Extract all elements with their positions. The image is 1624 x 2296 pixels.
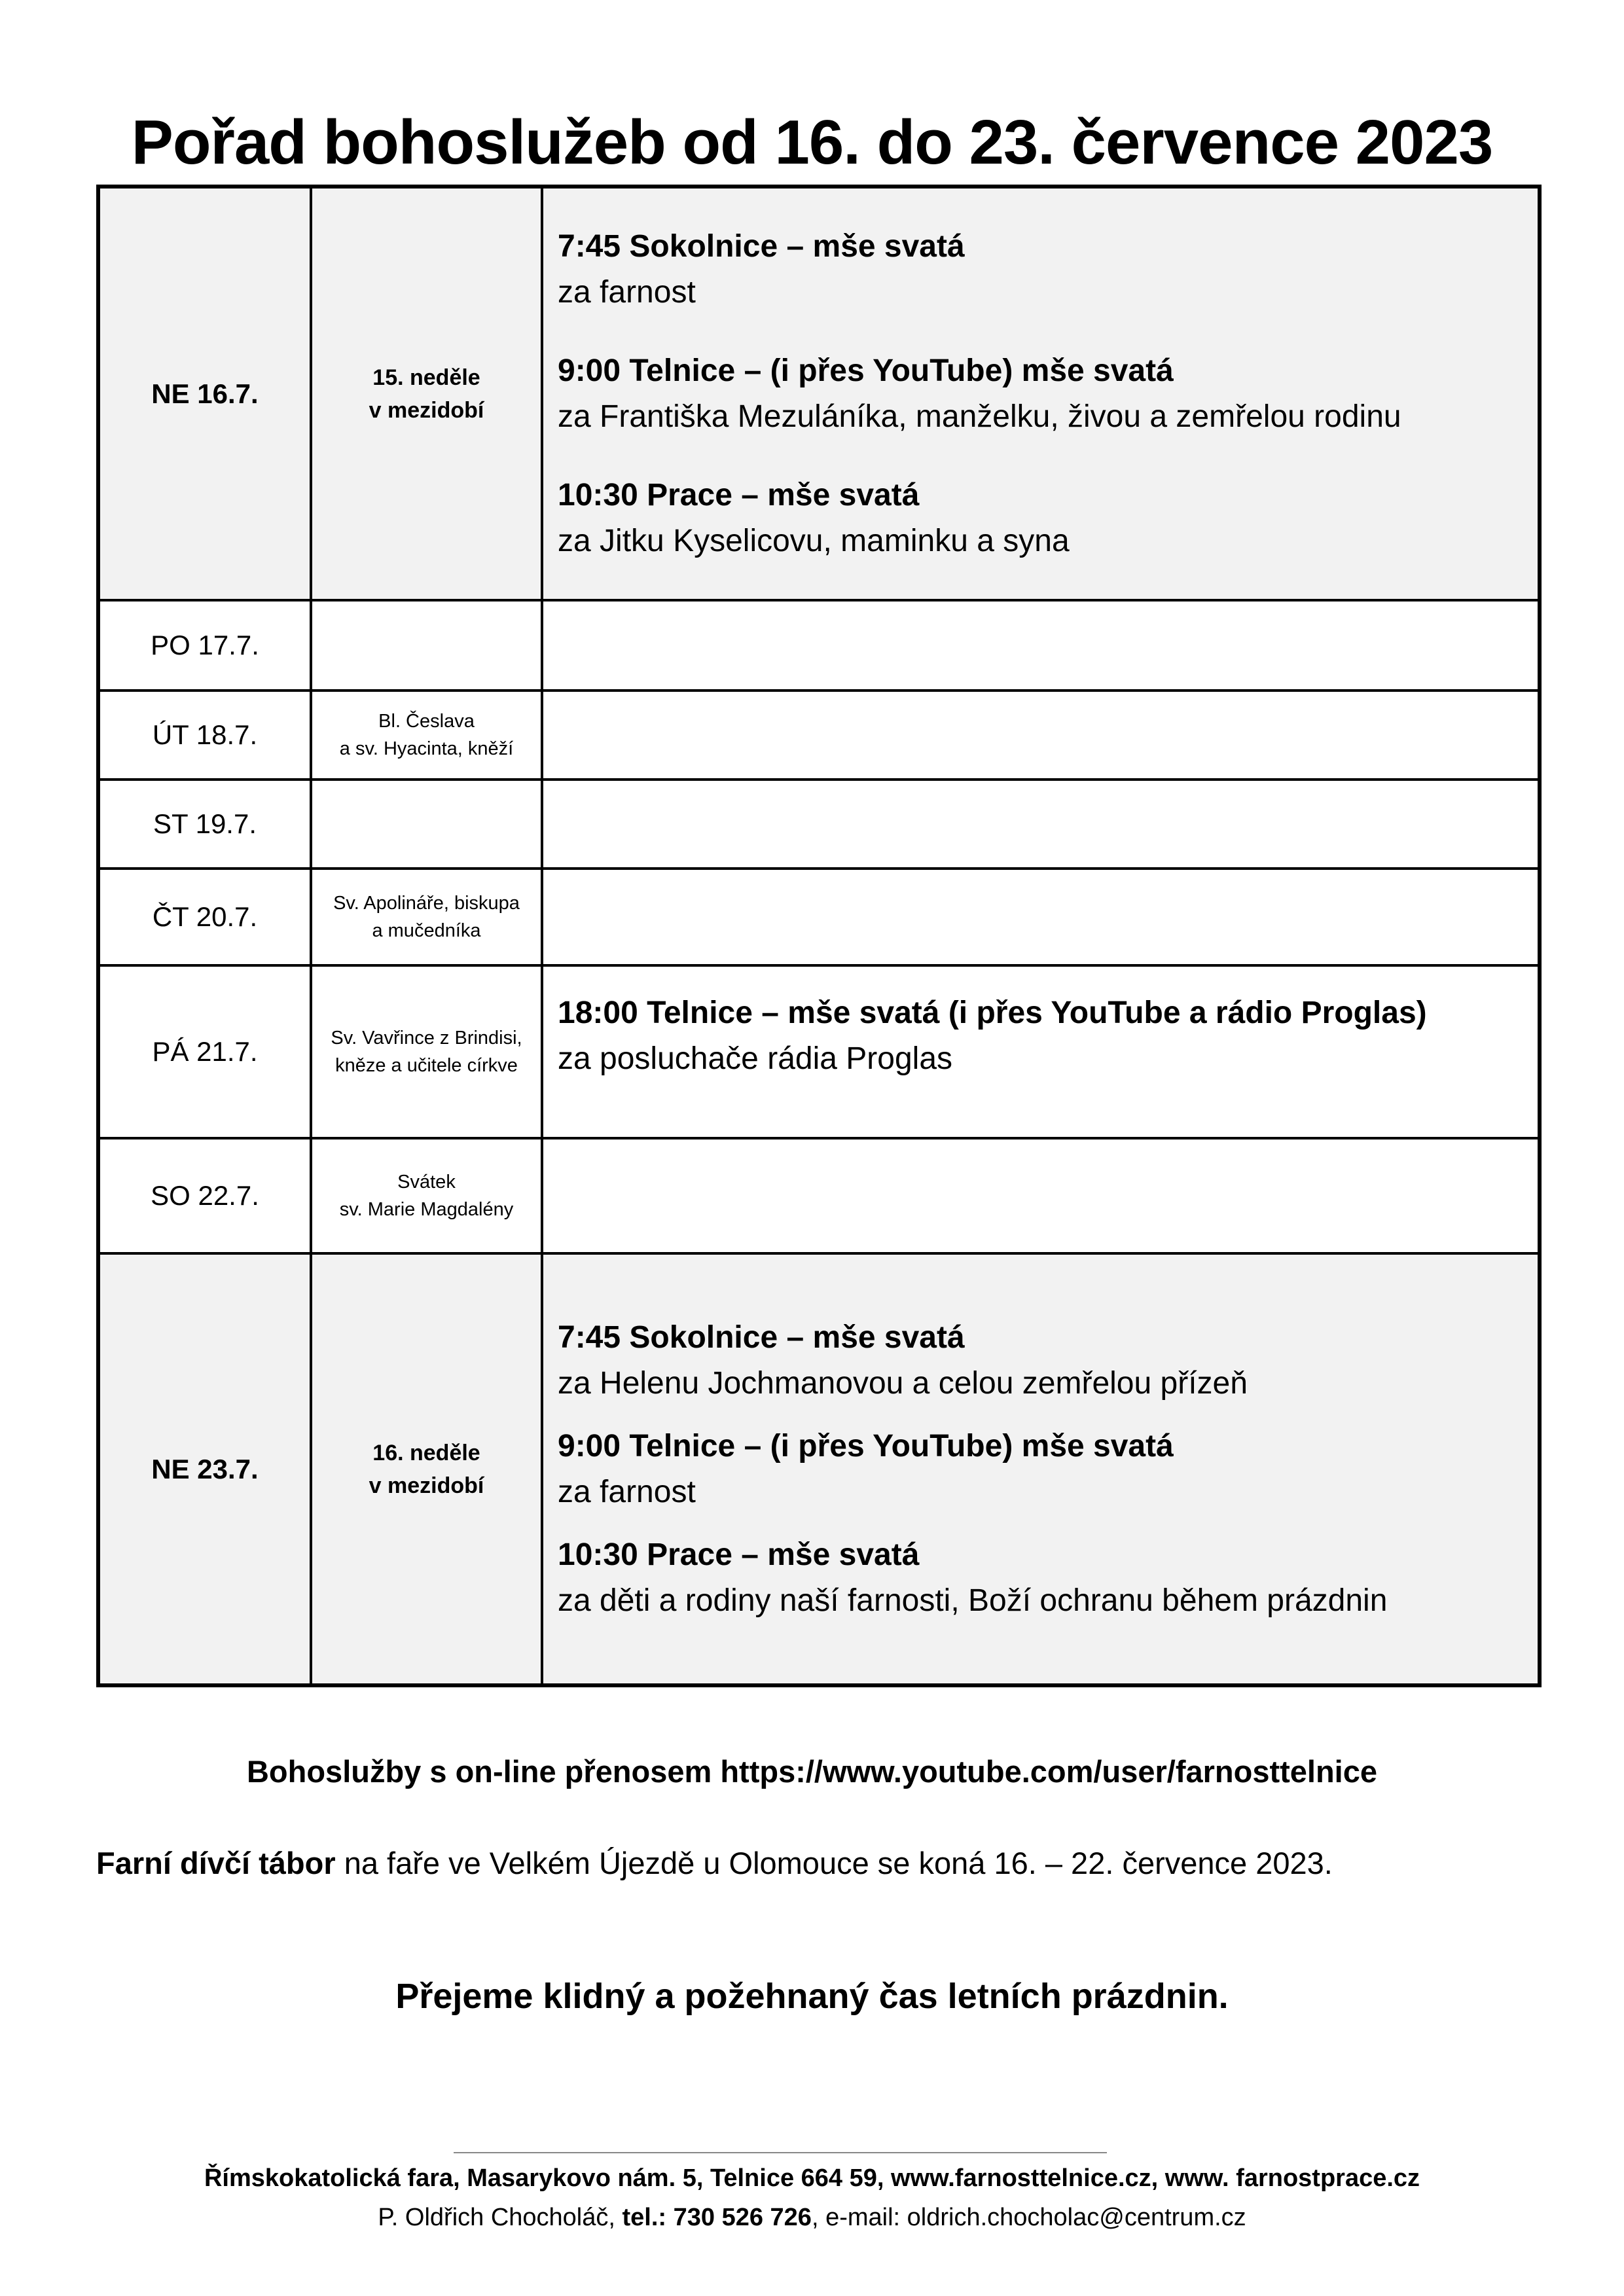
footer-address: Římskokatolická fara, Masarykovo nám. 5, Telnice 664 59, www.farnosttelnice.cz, www. farnostprace.cz	[204, 2164, 1420, 2192]
services-cell	[542, 187, 1540, 600]
service-time: 9:00 Telnice – (i přes YouTube) mše svatá	[558, 353, 1174, 388]
feast-line: Sv. Vavřince z Brindisi,	[331, 1028, 522, 1049]
page-title: Pořad bohoslužeb od 16. do 23. července 2023	[131, 107, 1493, 177]
schedule-row-saturday	[98, 1138, 1540, 1253]
service-entry	[558, 990, 1523, 1082]
service-time: 18:00 Telnice – mše svatá (i přes YouTube a rádio Proglas)	[558, 996, 1427, 1030]
services-cell	[542, 691, 1540, 780]
schedule-row-wednesday	[98, 780, 1540, 869]
services-cell	[542, 869, 1540, 965]
feast-line: sv. Marie Magdalény	[339, 1199, 514, 1220]
services-cell	[542, 1253, 1540, 1685]
service-entry	[558, 1532, 1523, 1624]
services-cell	[542, 965, 1540, 1138]
feast-cell	[311, 965, 542, 1138]
day-cell: PÁ 21.7.	[98, 965, 311, 1138]
schedule-row-monday	[98, 600, 1540, 691]
footer-tel: 730 526 726	[666, 2204, 812, 2231]
feast-cell	[311, 1253, 542, 1685]
footer-tel-label: tel.:	[622, 2204, 667, 2231]
footer-priest: P. Oldřich Chocholáč,	[378, 2204, 623, 2231]
feast-line: a mučedníka	[372, 920, 481, 941]
feast-line: kněze a učitele církve	[335, 1055, 518, 1076]
feast-line: 16. neděle	[372, 1440, 480, 1465]
summer-wish: Přejeme klidný a požehnaný čas letních prázdnin.	[395, 1977, 1229, 2016]
service-intention: za farnost	[558, 1474, 696, 1509]
feast-cell	[311, 187, 542, 600]
day-cell: NE 16.7.	[98, 187, 311, 600]
service-entry	[558, 348, 1523, 440]
day-cell: SO 22.7.	[98, 1138, 311, 1253]
feast-line: v mezidobí	[369, 1473, 484, 1498]
feast-cell	[311, 1138, 542, 1253]
services-cell	[542, 600, 1540, 691]
service-entry	[558, 1424, 1523, 1515]
service-intention: za Helenu Jochmanovou a celou zemřelou přízeň	[558, 1365, 1248, 1401]
service-time: 9:00 Telnice – (i přes YouTube) mše svatá	[558, 1428, 1174, 1463]
feast-line: v mezidobí	[369, 397, 484, 423]
service-entry	[558, 1315, 1523, 1407]
footer-divider	[454, 2152, 1107, 2153]
service-intention: za Jitku Kyselicovu, maminku a syna	[558, 523, 1070, 558]
feast-line: Sv. Apolináře, biskupa	[333, 893, 520, 914]
online-stream-note: Bohoslužby s on-line přenosem https://www.youtube.com/user/farnosttelnice	[246, 1754, 1378, 1789]
service-entry	[558, 473, 1523, 564]
schedule-row-sunday-23	[98, 1253, 1540, 1685]
feast-line: a sv. Hyacinta, kněží	[339, 738, 514, 759]
service-time: 10:30 Prace – mše svatá	[558, 1537, 920, 1572]
service-intention: za děti a rodiny naší farnosti, Boží ochranu během prázdnin	[558, 1583, 1388, 1618]
feast-line: 15. neděle	[372, 365, 480, 390]
service-time: 7:45 Sokolnice – mše svatá	[558, 1319, 965, 1355]
service-entry	[558, 224, 1523, 315]
day-cell: ČT 20.7.	[98, 869, 311, 965]
feast-cell	[311, 691, 542, 780]
day-cell: PO 17.7.	[98, 600, 311, 691]
day-cell: ÚT 18.7.	[98, 691, 311, 780]
feast-line: Svátek	[397, 1172, 456, 1193]
service-time: 10:30 Prace – mše svatá	[558, 477, 920, 512]
camp-note	[96, 1840, 1333, 1886]
feast-cell	[311, 780, 542, 869]
day-cell: ST 19.7.	[98, 780, 311, 869]
feast-cell	[311, 869, 542, 965]
service-intention: za farnost	[558, 274, 696, 310]
service-intention: za posluchače rádia Proglas	[558, 1041, 953, 1076]
service-intention: za Františka Mezuláníka, manželku, živou a zemřelou rodinu	[558, 399, 1401, 434]
camp-note-bold: Farní dívčí tábor	[96, 1846, 336, 1880]
service-time: 7:45 Sokolnice – mše svatá	[558, 228, 965, 264]
schedule-row-friday	[98, 965, 1540, 1138]
services-cell	[542, 780, 1540, 869]
schedule-row-tuesday	[98, 691, 1540, 780]
feast-cell	[311, 600, 542, 691]
schedule-row-sunday-16	[98, 187, 1540, 600]
services-cell	[542, 1138, 1540, 1253]
feast-line: Bl. Česlava	[378, 711, 475, 732]
camp-note-text: na faře ve Velkém Újezdě u Olomouce se koná 16. – 22. července 2023.	[335, 1846, 1333, 1880]
day-cell: NE 23.7.	[98, 1253, 311, 1685]
schedule-table	[96, 185, 1542, 1687]
schedule-row-thursday	[98, 869, 1540, 965]
footer-contact	[0, 2199, 1624, 2236]
footer-email: , e-mail: oldrich.chocholac@centrum.cz	[811, 2204, 1246, 2231]
